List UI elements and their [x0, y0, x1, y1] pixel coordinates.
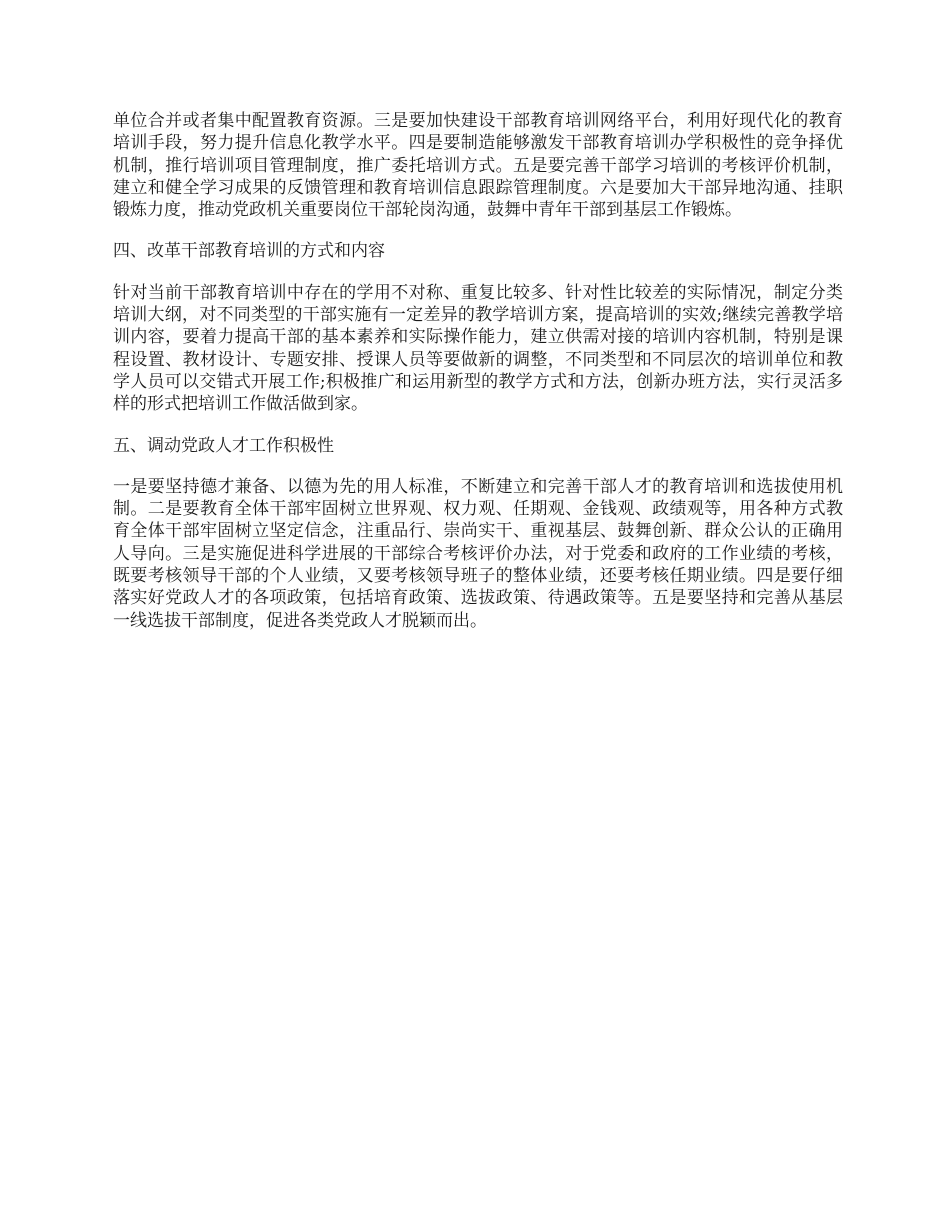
section-heading-4: 四、改革干部教育培训的方式和内容 [113, 241, 385, 262]
body-paragraph-3: 一是要坚持德才兼备、以德为先的用人标准，不断建立和完善干部人才的教育培训和选拔使用机制。二是要教育全体干部牢固树立世界观、权力观、任期观、金钱观、政绩观等，用各种方式教育全体干部牢固树立坚定信念，注重品行、崇尚实干、重视基层、鼓舞创新、群众公认的正确用人导向。三是实施促进科学进展的干部综合考核评价办法，对于党委和政府的工作业绩的考核，既要考核领导干部的个人业绩，又要考核领导班子的整体业绩，还要考核任期业绩。四是要仔细落实好党政人才的各项政策，包括培育政策、选拔政策、待遇政策等。五是要坚持和完善从基层一线选拔干部制度，促进各类党政人才脱颖而出。 [113, 476, 843, 631]
body-paragraph-1: 单位合并或者集中配置教育资源。三是要加快建设干部教育培训网络平台，利用好现代化的教育培训手段，努力提升信息化教学水平。四是要制造能够激发干部教育培训办学积极性的竞争择优机制，推行培训项目管理制度，推广委托培训方式。五是要完善干部学习培训的考核评价机制，建立和健全学习成果的反馈管理和教育培训信息跟踪管理制度。六是要加大干部异地沟通、挂职锻炼力度，推动党政机关重要岗位干部轮岗沟通，鼓舞中青年干部到基层工作锻炼。 [113, 111, 843, 221]
document-page [113, 110, 843, 651]
section-heading-5: 五、调动党政人才工作积极性 [113, 435, 334, 456]
body-paragraph-2: 针对当前干部教育培训中存在的学用不对称、重复比较多、针对性比较差的实际情况，制定分类培训大纲，对不同类型的干部实施有一定差异的教学培训方案，提高培训的实效;继续完善教学培训内容，要着力提高干部的基本素养和实际操作能力，建立供需对接的培训内容机制，特别是课程设置、教材设计、专题安排、授课人员等要做新的调整，不同类型和不同层次的培训单位和教学人员可以交错式开展工作;积极推广和运用新型的教学方式和方法，创新办班方法，实行灵活多样的形式把培训工作做活做到家。 [113, 282, 843, 415]
